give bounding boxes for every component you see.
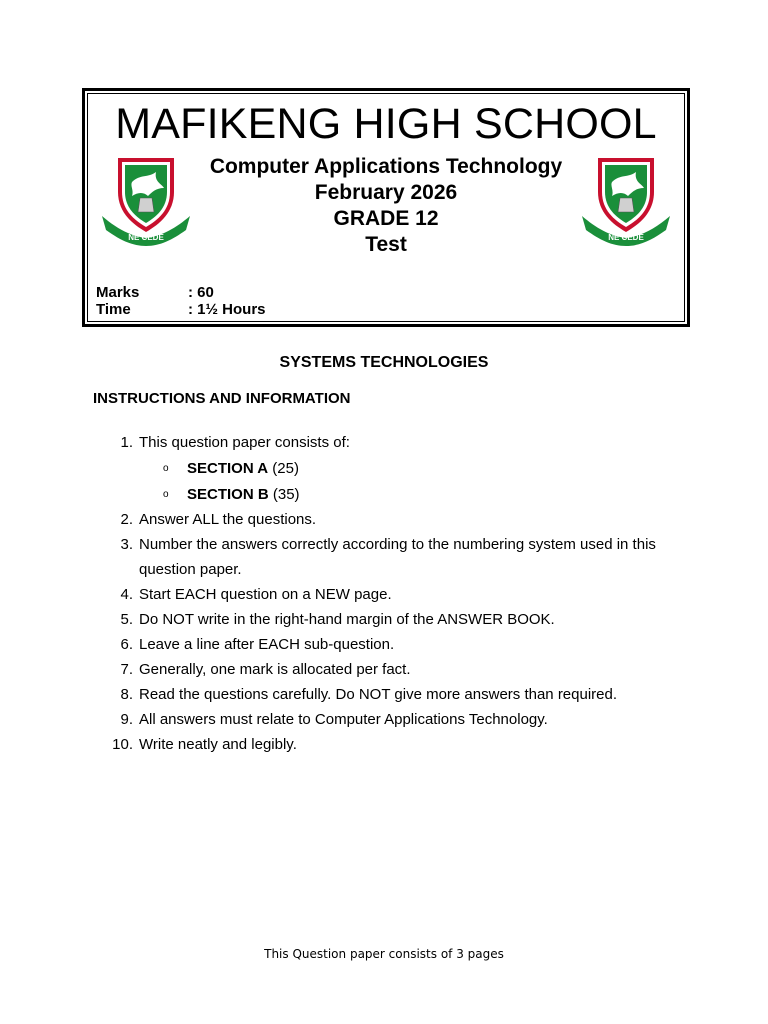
list-item <box>112 430 692 455</box>
marks-value: : 60 <box>188 284 214 301</box>
time-value: : 1½ Hours <box>188 301 266 318</box>
school-name: MAFIKENG HIGH SCHOOL <box>115 100 657 148</box>
item-text: Number the answers correctly according to the numbering system used in this question paper. <box>139 536 656 578</box>
bullet-icon: o <box>163 489 169 500</box>
item-number: 5. <box>120 611 133 628</box>
header-inner <box>87 93 685 322</box>
section-heading: SYSTEMS TECHNOLOGIES <box>279 354 489 371</box>
item-number: 3. <box>120 536 133 553</box>
item-number: 7. <box>120 661 133 678</box>
crest-motto-left: NE CEDE <box>128 233 164 242</box>
item-text: Answer ALL the questions. <box>139 511 317 528</box>
list-item <box>112 632 692 657</box>
time-label: Time <box>96 301 131 318</box>
instructions-heading: INSTRUCTIONS AND INFORMATION <box>93 390 351 407</box>
item-number: 2. <box>120 511 133 528</box>
marks-label: Marks <box>96 284 140 301</box>
list-item <box>112 607 692 632</box>
item-text: Start EACH question on a NEW page. <box>139 586 392 603</box>
item-text: This question paper consists of: <box>139 434 350 451</box>
marks-row <box>96 284 266 301</box>
section-marks: (35) <box>272 486 300 503</box>
item-text: Write neatly and legibly. <box>139 736 297 753</box>
sub-list-item <box>112 456 692 481</box>
item-number: 4. <box>120 586 133 603</box>
exam-meta <box>96 284 266 318</box>
item-text: Leave a line after EACH sub-question. <box>139 636 395 653</box>
page-footer: This Question paper consists of 3 pages <box>264 947 504 961</box>
list-item <box>112 657 692 682</box>
list-item <box>112 732 692 757</box>
time-row <box>96 301 266 318</box>
header-titles <box>88 154 684 258</box>
grade-label: GRADE 12 <box>333 207 439 230</box>
instructions-list <box>112 430 692 757</box>
item-text: Read the questions carefully. Do NOT give more answers than required. <box>139 686 618 703</box>
section-label: SECTION A <box>187 460 269 477</box>
exam-date: February 2026 <box>314 181 458 204</box>
item-number: 10. <box>112 736 133 753</box>
crest-motto-right: NE CEDE <box>608 233 644 242</box>
list-item <box>112 582 692 607</box>
subject-title: Computer Applications Technology <box>209 155 563 178</box>
item-number: 1. <box>120 434 133 451</box>
item-number: 9. <box>120 711 133 728</box>
bullet-icon: o <box>163 463 169 474</box>
header-box <box>82 88 690 327</box>
item-text: Do NOT write in the right-hand margin of the ANSWER BOOK. <box>139 611 555 628</box>
list-item <box>112 682 692 707</box>
list-item <box>112 707 692 732</box>
list-item <box>112 507 692 532</box>
item-number: 8. <box>120 686 133 703</box>
section-marks: (25) <box>272 460 299 477</box>
item-text: Generally, one mark is allocated per fact. <box>139 661 411 678</box>
item-number: 6. <box>120 636 133 653</box>
list-item <box>112 532 692 582</box>
item-text: All answers must relate to Computer Applications Technology. <box>139 711 548 728</box>
paper-type: Test <box>365 233 407 256</box>
sub-list-item <box>112 482 692 507</box>
section-label: SECTION B <box>187 486 269 503</box>
